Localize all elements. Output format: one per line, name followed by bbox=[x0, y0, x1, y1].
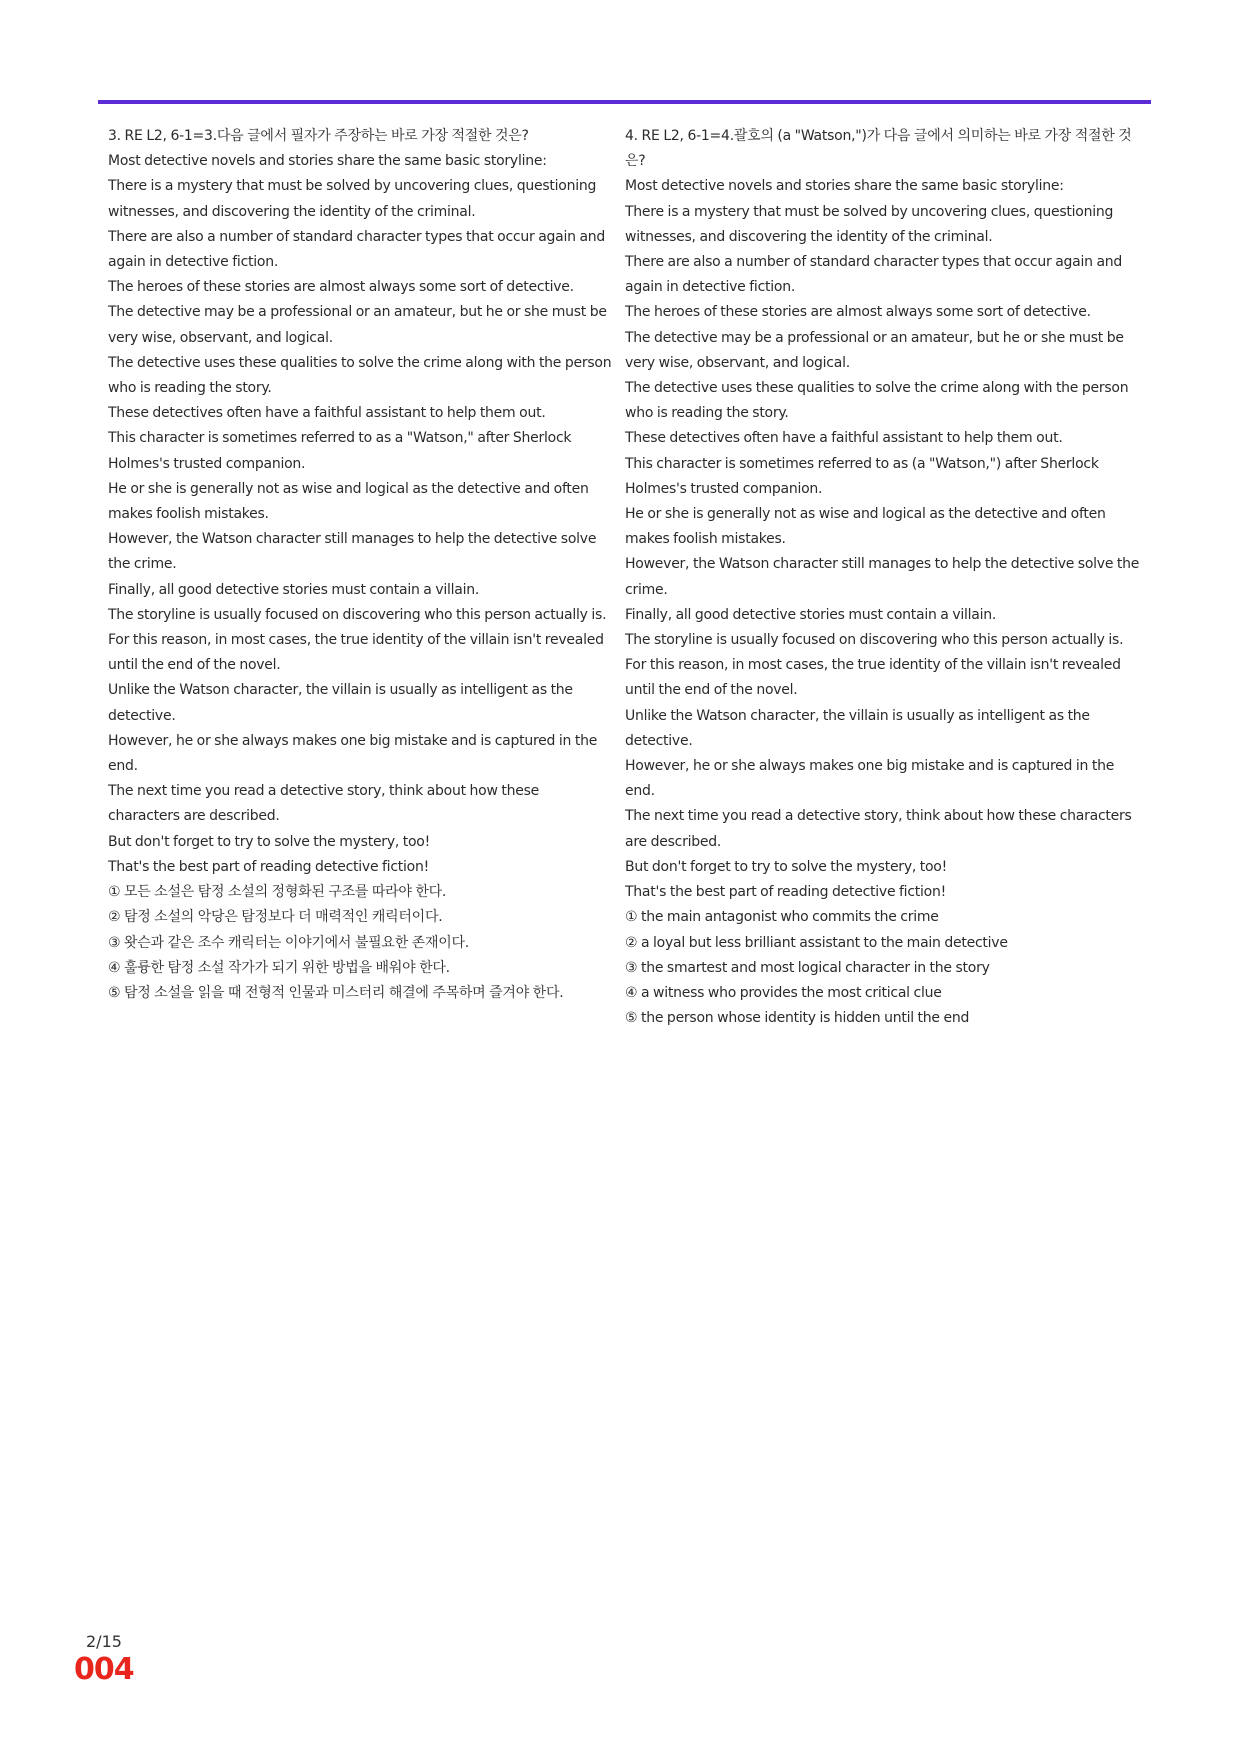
choice-5: ⑤ 탐정 소설을 읽을 때 전형적 인물과 미스터리 해결에 주목하며 즐겨야 한다. bbox=[108, 984, 564, 1001]
passage-sentence: Most detective novels and stories share the same basic storyline: bbox=[108, 153, 547, 170]
choice-2: ② 탐정 소설의 악당은 탐정보다 더 매력적인 캐릭터이다. bbox=[108, 909, 443, 926]
passage-sentence: The detective uses these qualities to solve the crime along with the person who is reading the story. bbox=[108, 354, 612, 397]
passage-sentence: However, the Watson character still manages to help the detective solve the crime. bbox=[108, 531, 597, 573]
passage-sentence: Most detective novels and stories share the same basic storyline: bbox=[625, 178, 1064, 195]
question-4-title: 4. RE L2, 6-1=4.괄호의 (a "Watson,")가 다음 글에서 의미하는 바로 가장 적절한 것은? bbox=[625, 128, 1132, 170]
passage-sentence: These detectives often have a faithful assistant to help them out. bbox=[625, 430, 1063, 447]
choice-4: ④ 훌륭한 탐정 소설 작가가 되기 위한 방법을 배워야 한다. bbox=[108, 959, 450, 976]
passage-sentence: There is a mystery that must be solved by uncovering clues, questioning witnesses, and discovering the identity of the criminal. bbox=[625, 203, 1114, 245]
passage-sentence: This character is sometimes referred to as a "Watson," after Sherlock Holmes's trusted companion. bbox=[108, 430, 572, 472]
passage-sentence: However, he or she always makes one big mistake and is captured in the end. bbox=[108, 732, 598, 775]
passage-sentence: The heroes of these stories are almost always some sort of detective. bbox=[108, 279, 574, 296]
passage-sentence: The heroes of these stories are almost always some sort of detective. bbox=[625, 304, 1091, 321]
passage-sentence: There are also a number of standard character types that occur again and again in detective fiction. bbox=[625, 254, 1123, 296]
question-3-column bbox=[108, 124, 614, 1006]
passage-sentence: There is a mystery that must be solved by uncovering clues, questioning witnesses, and discovering the identity of the criminal. bbox=[108, 178, 597, 220]
choice-1: ① 모든 소설은 탐정 소설의 정형화된 구조를 따라야 한다. bbox=[108, 884, 447, 901]
header-divider bbox=[98, 100, 1151, 104]
choice-5: ⑤ the person whose identity is hidden until the end bbox=[625, 1010, 970, 1027]
set-number: 004 bbox=[74, 1652, 134, 1687]
passage-sentence: He or she is generally not as wise and logical as the detective and often makes foolish mistakes. bbox=[108, 480, 589, 523]
passage-sentence: The detective may be a professional or an amateur, but he or she must be very wise, observant, and logical. bbox=[108, 304, 607, 346]
passage-sentence: For this reason, in most cases, the true identity of the villain isn't revealed until the end of the novel. bbox=[625, 657, 1121, 699]
choice-2: ② a loyal but less brilliant assistant to the main detective bbox=[625, 934, 1008, 951]
passage-sentence: The storyline is usually focused on discovering who this person actually is. bbox=[625, 632, 1124, 649]
passage-sentence: That's the best part of reading detective fiction! bbox=[108, 858, 429, 875]
passage-sentence: There are also a number of standard character types that occur again and again in detective fiction. bbox=[108, 228, 606, 271]
passage-sentence: This character is sometimes referred to as (a "Watson,") after Sherlock Holmes's trusted companion. bbox=[625, 455, 1099, 497]
passage-sentence: The next time you read a detective story, think about how these characters are described. bbox=[625, 808, 1132, 850]
passage-sentence: He or she is generally not as wise and logical as the detective and often makes foolish mistakes. bbox=[625, 506, 1106, 548]
passage-sentence: The detective may be a professional or an amateur, but he or she must be very wise, observant, and logical. bbox=[625, 329, 1124, 371]
question-4-column bbox=[625, 124, 1145, 1031]
passage-sentence: These detectives often have a faithful assistant to help them out. bbox=[108, 405, 546, 422]
passage-sentence: However, the Watson character still manages to help the detective solve the crime. bbox=[625, 556, 1140, 598]
choice-1: ① the main antagonist who commits the crime bbox=[625, 909, 939, 926]
passage-sentence: But don't forget to try to solve the mystery, too! bbox=[108, 833, 430, 850]
passage-sentence: Finally, all good detective stories must contain a villain. bbox=[108, 581, 480, 598]
choice-4: ④ a witness who provides the most critical clue bbox=[625, 984, 942, 1001]
question-3-title: 3. RE L2, 6-1=3.다음 글에서 필자가 주장하는 바로 가장 적절한 것은? bbox=[108, 128, 529, 144]
passage-sentence: Unlike the Watson character, the villain is usually as intelligent as the detective. bbox=[625, 707, 1090, 749]
passage-sentence: The detective uses these qualities to solve the crime along with the person who is reading the story. bbox=[625, 380, 1129, 422]
passage-sentence: But don't forget to try to solve the mystery, too! bbox=[625, 858, 947, 875]
page-indicator: 2/15 bbox=[86, 1632, 122, 1651]
choice-3: ③ the smartest and most logical character in the story bbox=[625, 959, 990, 976]
passage-sentence: That's the best part of reading detective fiction! bbox=[625, 884, 946, 901]
passage-sentence: The next time you read a detective story, think about how these characters are described. bbox=[108, 783, 540, 825]
passage-sentence: However, he or she always makes one big mistake and is captured in the end. bbox=[625, 758, 1115, 800]
passage-sentence: Finally, all good detective stories must contain a villain. bbox=[625, 606, 997, 623]
passage-sentence: For this reason, in most cases, the true identity of the villain isn't revealed until the end of the novel. bbox=[108, 632, 604, 674]
passage-sentence: Unlike the Watson character, the villain is usually as intelligent as the detective. bbox=[108, 682, 573, 724]
choice-3: ③ 왓슨과 같은 조수 캐릭터는 이야기에서 불필요한 존재이다. bbox=[108, 934, 469, 951]
passage-sentence: The storyline is usually focused on discovering who this person actually is. bbox=[108, 606, 607, 623]
